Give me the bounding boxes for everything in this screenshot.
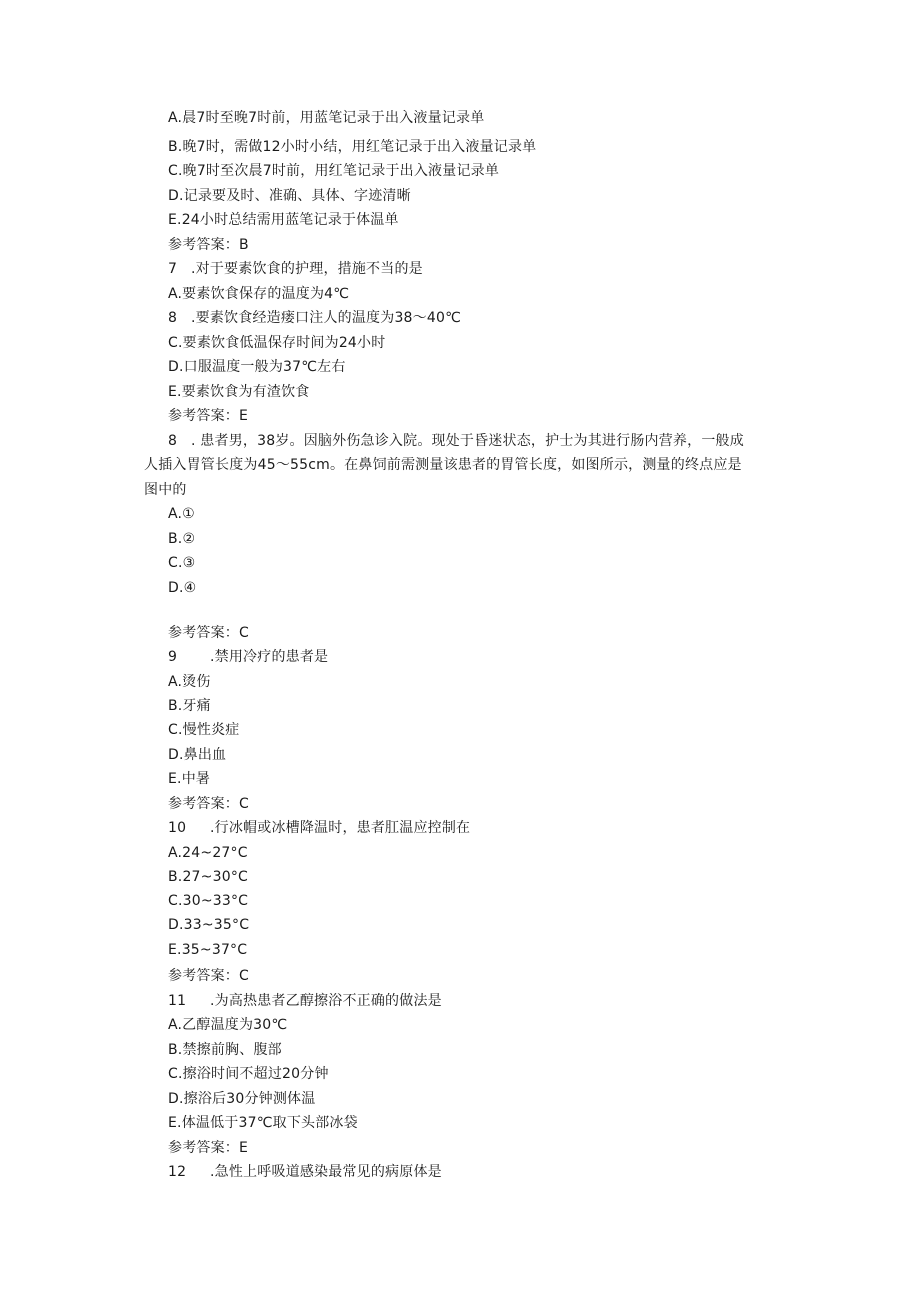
question-7 — [168, 259, 423, 279]
option-d: D.④ — [168, 580, 197, 596]
question-8 — [168, 431, 744, 451]
option-a: A.24~27°C — [168, 845, 248, 861]
answer: 参考答案：C — [168, 625, 249, 641]
option-e: E.24小时总结需用蓝笔记录于体温单 — [168, 212, 399, 228]
question-text-continued: 人插入胃管长度为45～55cm。在鼻饲前需测量该患者的胃管长度，如图所示，测量的终点应是 — [144, 457, 742, 473]
question-12 — [168, 1162, 442, 1182]
option-e: E.35~37°C — [168, 942, 248, 958]
answer: 参考答案：E — [168, 1140, 249, 1156]
question-number: 9 — [168, 649, 178, 665]
option-d: D.33~35°C — [168, 917, 250, 933]
answer: 参考答案：C — [168, 968, 249, 984]
option-a: A.烫伤 — [168, 674, 211, 690]
question-number: 11 — [168, 993, 187, 1009]
option-e: E.要素饮食为有渣饮食 — [168, 384, 310, 400]
option-c: C.擦浴时间不超过20分钟 — [168, 1066, 329, 1082]
option-c: C.30~33°C — [168, 893, 249, 909]
option-c: C.慢性炎症 — [168, 722, 240, 738]
option-b: B.② — [168, 531, 196, 547]
question-number: 7 — [168, 261, 178, 277]
option-b: B.牙痛 — [168, 698, 211, 714]
question-number: 10 — [168, 820, 187, 836]
option-c: C.晚7时至次晨7时前，用红笔记录于出入液量记录单 — [168, 163, 500, 179]
answer: 参考答案：C — [168, 796, 249, 812]
option-e: E.体温低于37℃取下头部冰袋 — [168, 1115, 358, 1131]
option-a: A.① — [168, 506, 195, 522]
option-d: D.擦浴后30分钟测体温 — [168, 1091, 316, 1107]
question-text: .对于要素饮食的护理，措施不当的是 — [191, 261, 423, 277]
option-b: B.晚7时，需做12小时小结，用红笔记录于出入液量记录单 — [168, 139, 537, 155]
question-text: .行冰帽或冰槽降温时，患者肛温应控制在 — [210, 820, 471, 836]
question-11 — [168, 991, 442, 1011]
question-text-continued: 图中的 — [144, 482, 187, 498]
option-d: D.鼻出血 — [168, 747, 227, 763]
question-text: .为高热患者乙醇擦浴不正确的做法是 — [210, 993, 442, 1009]
list-number: 8 — [168, 310, 178, 326]
question-number: 12 — [168, 1164, 187, 1180]
option-c: C.要素饮食低温保存时间为24小时 — [168, 335, 386, 351]
question-text: .禁用冷疗的患者是 — [210, 649, 329, 665]
question-text: . 患者男，38岁。因脑外伤急诊入院。现处于昏迷状态，护士为其进行肠内营养，一般成 — [191, 433, 744, 449]
option-b: B.27~30°C — [168, 869, 248, 885]
answer: 参考答案：B — [168, 237, 249, 253]
option-a: A.要素饮食保存的温度为4℃ — [168, 286, 350, 302]
question-number: 8 — [168, 433, 178, 449]
option-d: D.记录要及时、准确、具体、字迹清晰 — [168, 188, 411, 204]
option-text: .要素饮食经造瘘口注人的温度为38～40℃ — [191, 310, 462, 326]
option-d: D.口服温度一般为37℃左右 — [168, 359, 346, 375]
option-c: C.③ — [168, 555, 196, 571]
question-9 — [168, 647, 328, 667]
option-e: E.中暑 — [168, 771, 211, 787]
option-b-numbered — [168, 308, 461, 328]
option-a: A.乙醇温度为30℃ — [168, 1017, 288, 1033]
answer: 参考答案：E — [168, 408, 249, 424]
option-b: B.禁擦前胸、腹部 — [168, 1042, 282, 1058]
question-text: .急性上呼吸道感染最常见的病原体是 — [210, 1164, 442, 1180]
option-a: A.晨7时至晚7时前，用蓝笔记录于出入液量记录单 — [168, 110, 485, 126]
question-10 — [168, 818, 470, 838]
